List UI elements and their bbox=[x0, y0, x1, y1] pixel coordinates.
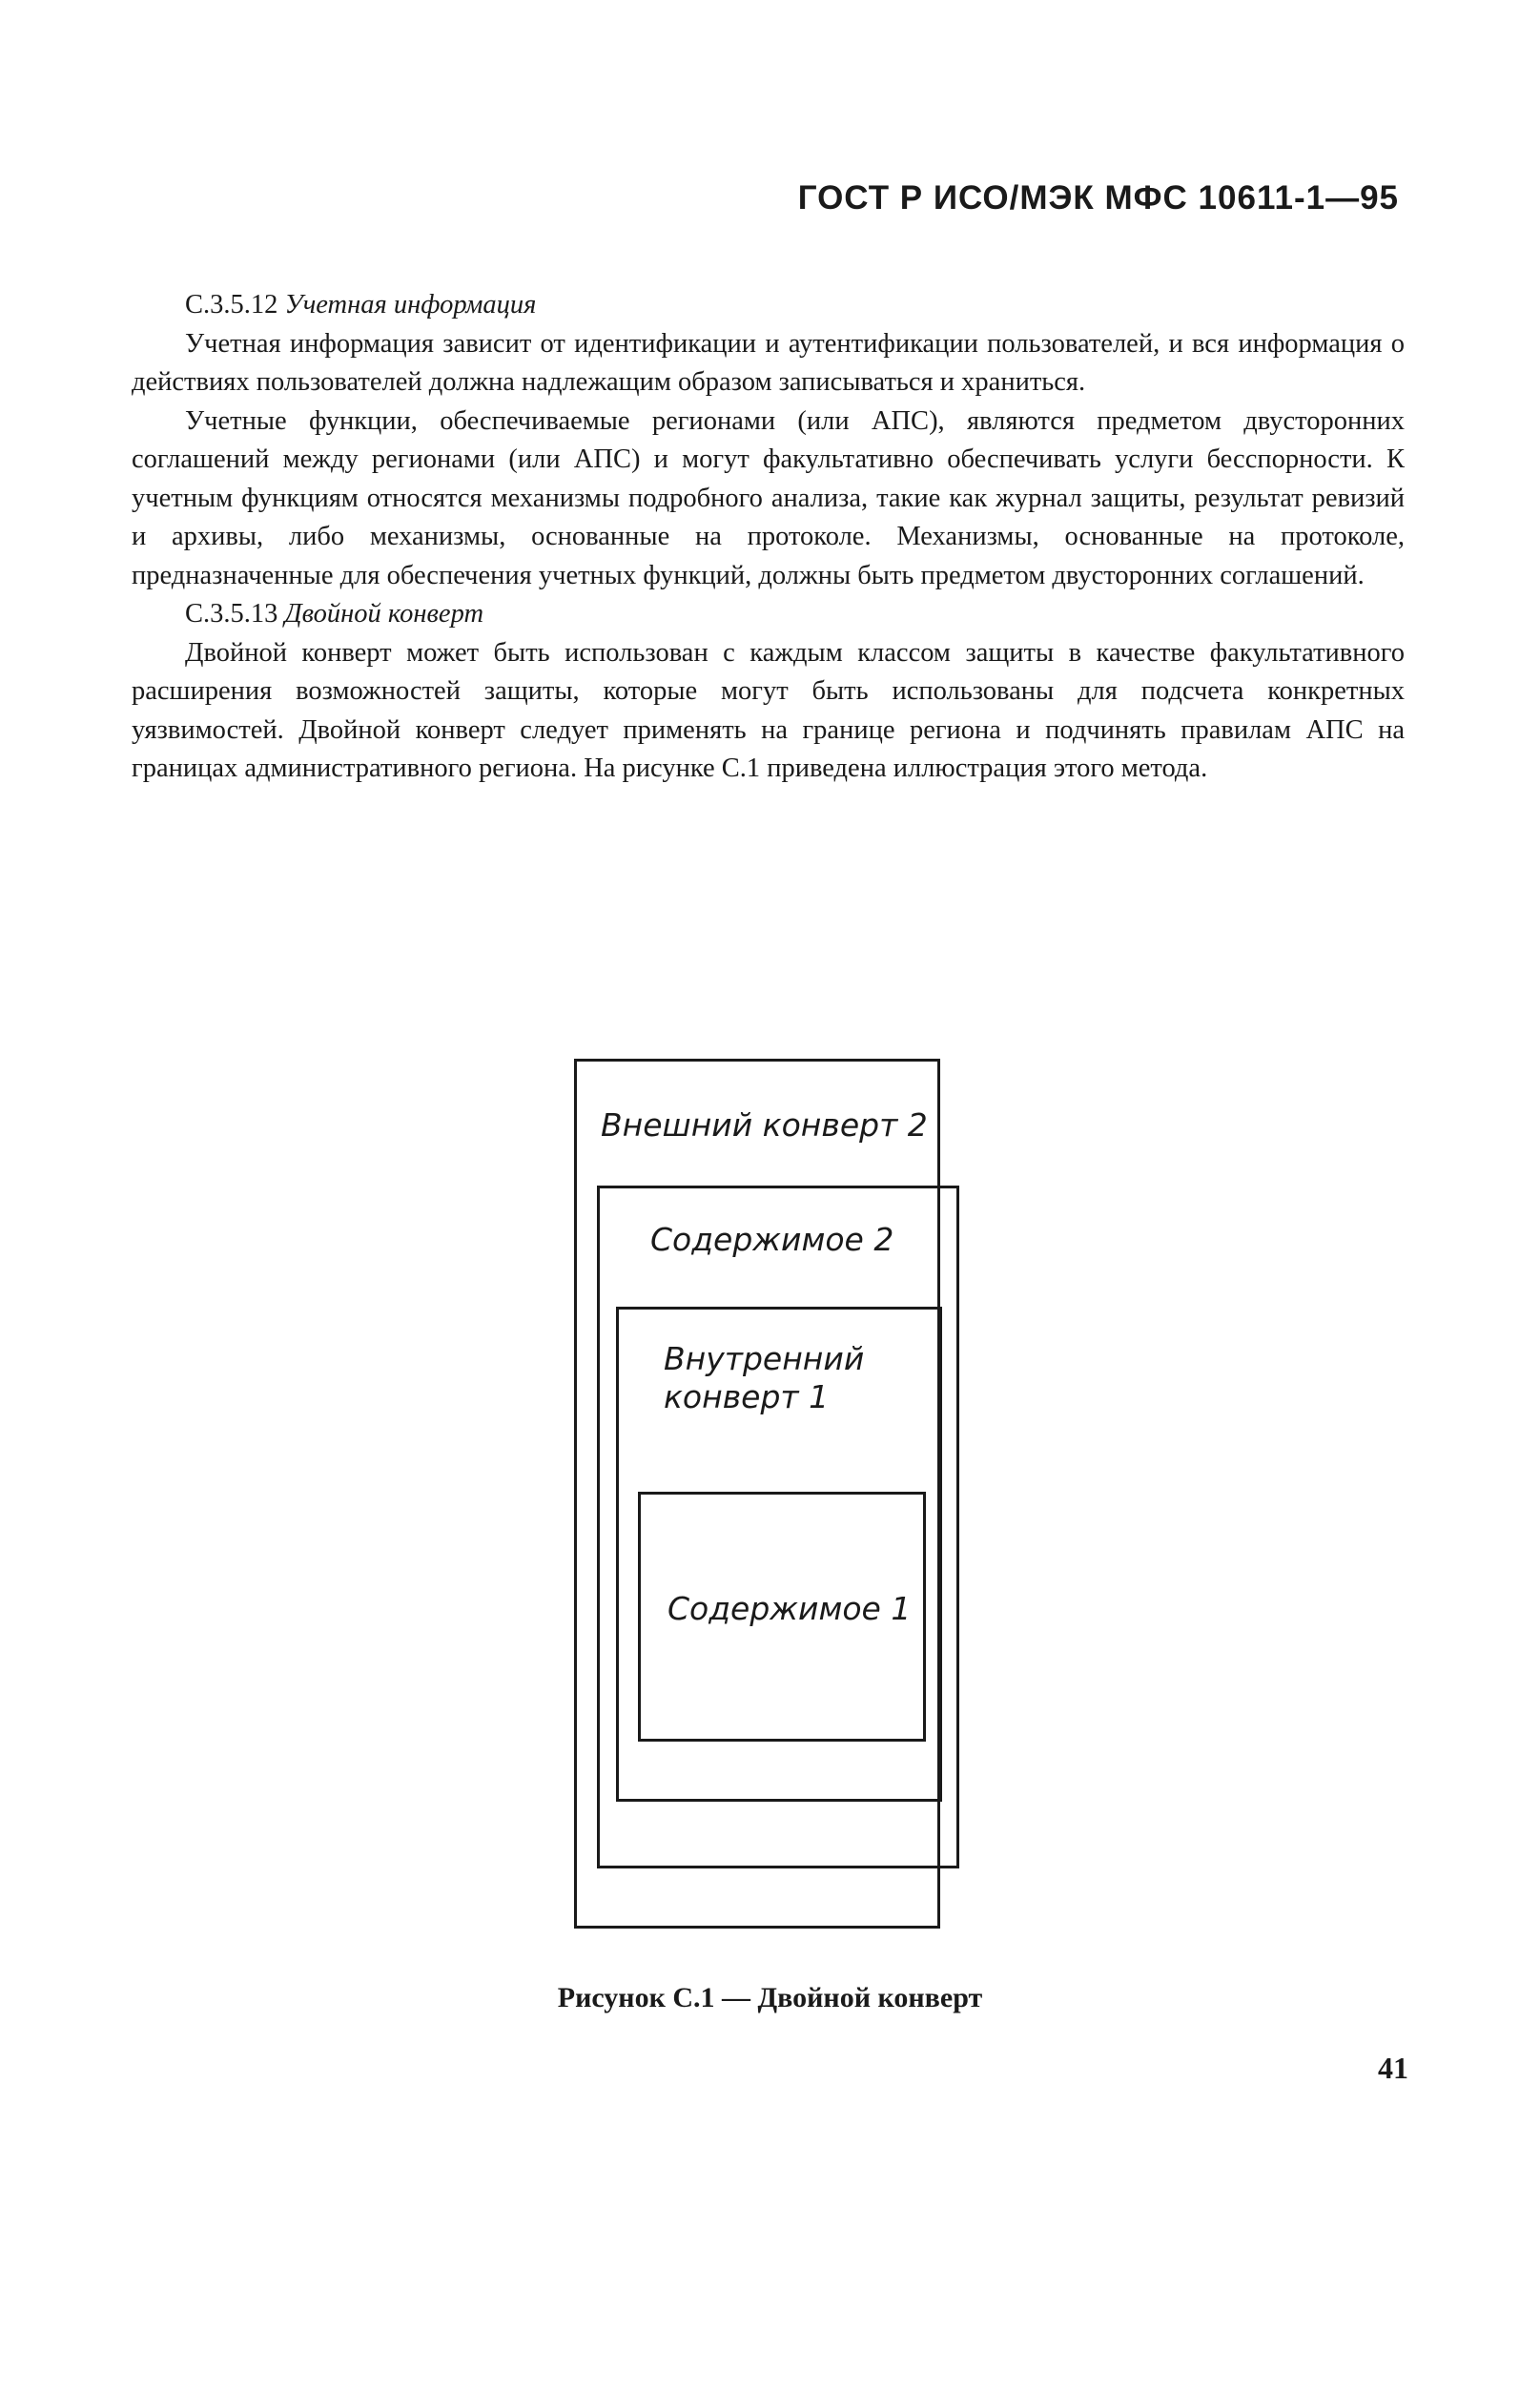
paragraph: Учетные функции, обеспечиваемые регионами (или АПС), являются предметом двусторонних соглашений между регионами (или АПС) и могут факультативно обеспечивать услуги бесспорности. К учетным функциям относятся механизмы подробного анализа, такие как журнал защиты, результат ревизий и архивы, либо механизмы, основанные на протоколе. Механизмы, основанные на протоколе, предназначенные для обеспечения учетных функций, должны быть предметом двусторонних соглашений. bbox=[132, 405, 1405, 590]
section-heading bbox=[132, 595, 1405, 634]
section-heading bbox=[132, 286, 1405, 325]
section-number: С.3.5.12 bbox=[185, 290, 278, 320]
section-title: Учетная информация bbox=[284, 290, 537, 320]
content-2-label: Содержимое 2 bbox=[650, 1221, 894, 1258]
page-number: 41 bbox=[1378, 2051, 1408, 2085]
body-text bbox=[132, 286, 1405, 789]
outer-envelope-label: Внешний конверт 2 bbox=[601, 1106, 928, 1144]
paragraph: Двойной конверт может быть использован с каждым классом защиты в качестве факультативного расширения возможностей защиты, которые могут быть использованы для подсчета конкретных уязвимостей. Двойной конверт следует применять на границе региона и подчинять правилам АПС на границах административного региона. На рисунке С.1 приведена иллюстрация этого метода. bbox=[132, 637, 1405, 783]
section-title: Двойной конверт bbox=[284, 599, 484, 629]
figure-caption: Рисунок С.1 — Двойной конверт bbox=[557, 1982, 983, 2013]
paragraph: Учетная информация зависит от идентификации и аутентификации пользователей, и вся информация о действиях пользователей должна надлежащим образом записываться и храниться. bbox=[132, 328, 1405, 397]
section-number: С.3.5.13 bbox=[185, 599, 278, 629]
document-header: ГОСТ Р ИСО/МЭК МФС 10611-1—95 bbox=[797, 179, 1399, 217]
content-1-label: Содержимое 1 bbox=[667, 1590, 912, 1627]
inner-envelope-label: Внутренний конверт 1 bbox=[664, 1340, 865, 1415]
